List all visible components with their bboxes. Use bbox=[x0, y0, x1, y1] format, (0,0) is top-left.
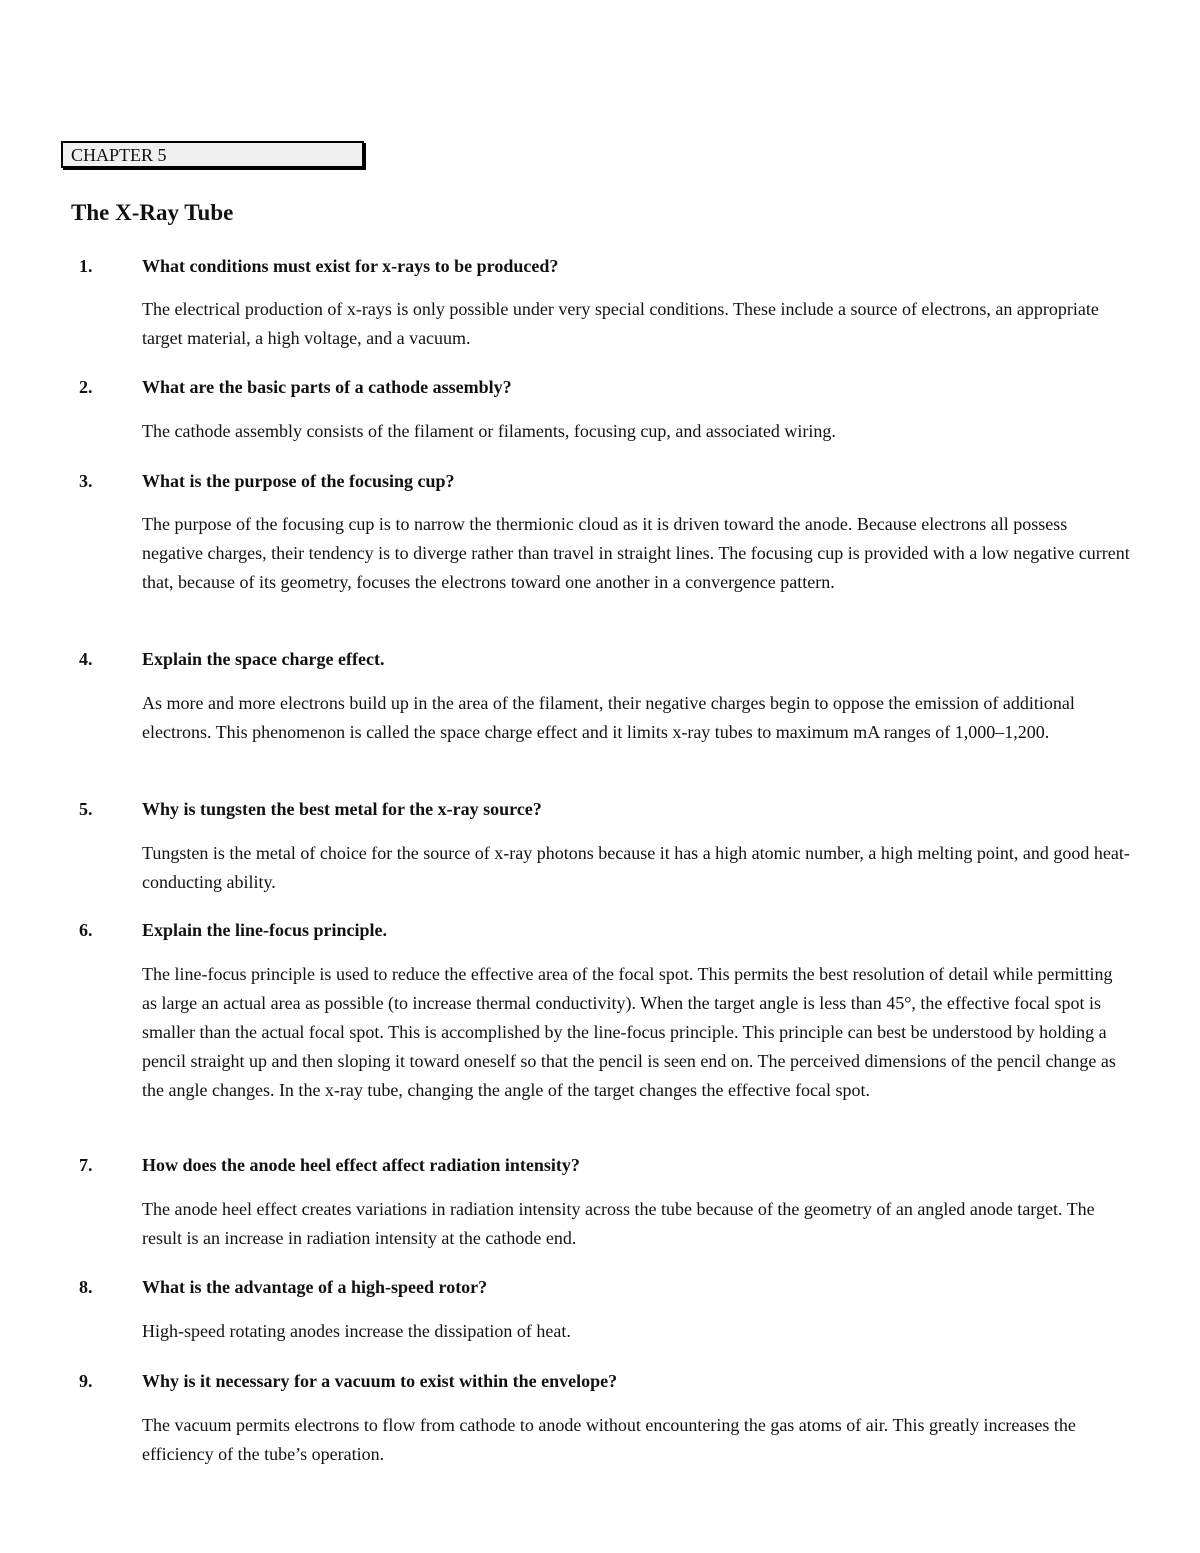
question-number: 8. bbox=[79, 1277, 93, 1297]
answer-text: The vacuum permits electrons to flow from cathode to anode without encountering the gas atoms of air. This greatly increases the efficiency of the tube’s operation. bbox=[142, 1415, 1076, 1464]
question-text: What are the basic parts of a cathode assembly? bbox=[142, 377, 512, 397]
question-text: How does the anode heel effect affect radiation intensity? bbox=[142, 1155, 580, 1175]
question-number: 1. bbox=[79, 256, 93, 276]
question-number: 9. bbox=[79, 1371, 93, 1391]
answer-text: The purpose of the focusing cup is to narrow the thermionic cloud as it is driven toward the anode. Because electrons all possess negative charges, their tendency is to diverge rather than travel in straight lines. The focusing cup is provided with a low negative current that, because of its geometry, focuses the electrons toward one another in a convergence pattern. bbox=[142, 514, 1130, 592]
question-number: 3. bbox=[79, 471, 93, 491]
answer-text: High-speed rotating anodes increase the dissipation of heat. bbox=[142, 1321, 571, 1341]
question-number: 4. bbox=[79, 649, 93, 669]
question-number: 6. bbox=[79, 920, 93, 940]
question-text: What is the purpose of the focusing cup? bbox=[142, 471, 455, 491]
answer-text: The cathode assembly consists of the filament or filaments, focusing cup, and associated wiring. bbox=[142, 421, 836, 441]
answer-text: Tungsten is the metal of choice for the source of x-ray photons because it has a high atomic number, a high melting point, and good heat-conducting ability. bbox=[142, 843, 1130, 892]
question-text: What conditions must exist for x-rays to be produced? bbox=[142, 256, 559, 276]
chapter-label: CHAPTER 5 bbox=[71, 145, 167, 165]
question-number: 5. bbox=[79, 799, 93, 819]
answer-text: The line-focus principle is used to reduce the effective area of the focal spot. This permits the best resolution of detail while permitting as large an actual area as possible (to increase thermal conductivity). When the target angle is less than 45°, the effective focal spot is smaller than the actual focal spot. This is accomplished by the line-focus principle. This principle can best be understood by holding a pencil straight up and then sloping it toward oneself so that the pencil is seen end on. The perceived dimensions of the pencil change as the angle changes. In the x-ray tube, changing the angle of the target changes the effective focal spot. bbox=[142, 964, 1116, 1100]
question-text: Explain the space charge effect. bbox=[142, 649, 385, 669]
question-text: Explain the line-focus principle. bbox=[142, 920, 388, 940]
question-text: Why is it necessary for a vacuum to exist within the envelope? bbox=[142, 1371, 618, 1391]
answer-text: The electrical production of x-rays is only possible under very special conditions. These include a source of electrons, an appropriate target material, a high voltage, and a vacuum. bbox=[142, 299, 1099, 348]
chapter-title: The X-Ray Tube bbox=[71, 200, 234, 225]
question-number: 7. bbox=[79, 1155, 93, 1175]
question-text: What is the advantage of a high-speed rotor? bbox=[142, 1277, 488, 1297]
question-number: 2. bbox=[79, 377, 93, 397]
answer-text: The anode heel effect creates variations in radiation intensity across the tube because of the geometry of an angled anode target. The result is an increase in radiation intensity at the cathode end. bbox=[142, 1199, 1095, 1248]
question-text: Why is tungsten the best metal for the x-ray source? bbox=[142, 799, 542, 819]
answer-text: As more and more electrons build up in the area of the filament, their negative charges begin to oppose the emission of additional electrons. This phenomenon is called the space charge effect and it limits x-ray tubes to maximum mA ranges of 1,000–1,200. bbox=[142, 693, 1075, 742]
